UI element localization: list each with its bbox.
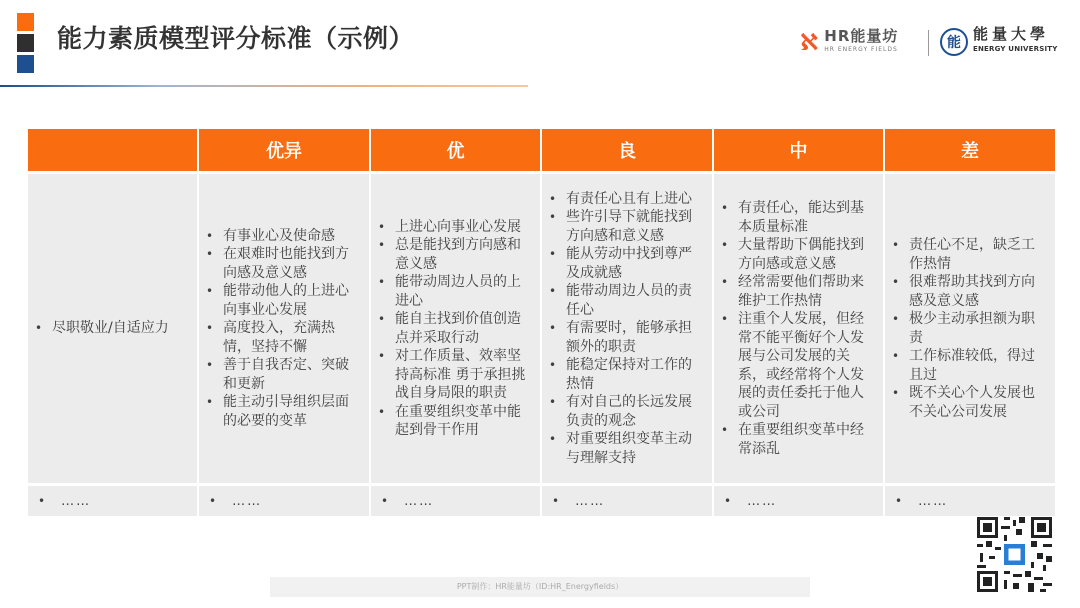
ellipsis-text: …… [404,493,435,509]
list-item: • 既不关心个人发展也不关心公司发展 [909,384,1043,421]
list-item: • 善于自我否定、突破和更新 [223,356,357,393]
list-item: • 能从劳动中找到尊严及成就感 [566,245,700,282]
list-item: • 在艰难时也能找到方向感及意义感 [223,245,357,282]
page-title: 能力素质模型评分标准（示例） [57,24,415,53]
list-item: • 有责任心，能达到基本质量标准 [738,199,871,236]
bullet: • [552,494,560,508]
cell-fine [541,173,713,485]
list-item: • 能带动周边人员的责任心 [566,282,700,319]
bullet: • [895,494,903,508]
list-item: • 工作标准较低，得过且过 [909,347,1043,384]
list-item: • 些许引导下就能找到方向感和意义感 [566,208,700,245]
university-seal-icon: 能 [940,28,968,56]
table-row [27,173,1056,485]
list-item: • 能带动周边人员的上进心 [395,273,528,310]
ellipsis-text: …… [575,493,606,509]
list-item: • 能带动他人的上进心向事业心发展 [223,282,357,319]
ellipsis-text: …… [232,493,263,509]
title-underline [0,85,528,87]
list-item: • 能主动引导组织层面的必要的变革 [223,393,357,430]
header-excellent: 优异 [198,129,370,173]
bullet: • [38,494,46,508]
ellipsis-text: …… [747,493,778,509]
list-item: • 能自主找到价值创造点并采取行动 [395,310,528,347]
bullet: • [381,494,389,508]
qr-code-icon [977,517,1052,592]
list-item: • 注重个人发展，但经常不能平衡好个人发展与公司发展的关系，或经常将个人发展的责任委托于他人或公司 [738,310,871,421]
header-good: 优 [370,129,541,173]
table-row-ellipsis [27,485,1056,517]
list-item: • 在重要组织变革中能起到骨干作用 [395,403,528,440]
list-item: • 高度投入，充满热情，坚持不懈 [223,319,357,356]
bar-blue [17,55,34,73]
ellipsis-text: …… [918,493,949,509]
list-item: • 尽职敬业/自适应力 [52,319,185,338]
list-item: • 经常需要他们帮助来维护工作热情 [738,273,871,310]
logo-divider [928,30,929,56]
cell-excellent [198,173,370,485]
list-item: • 总是能找到方向感和意义感 [395,236,528,273]
list-item: • 责任心不足，缺乏工作热情 [909,236,1043,273]
hr-logo-subtext: HR ENERGY FIELDS [824,46,898,53]
list-item: • 有对自己的长远发展负责的观念 [566,393,700,430]
bar-dark [17,34,34,52]
list-item: • 能稳定保持对工作的热情 [566,356,700,393]
title-color-bars [17,13,34,76]
list-item: • 有事业心及使命感 [223,227,357,246]
header-average: 中 [713,129,884,173]
cell-poor [884,173,1056,485]
row-label-cell [27,173,198,485]
list-item: • 上进心向事业心发展 [395,218,528,237]
scoring-table [26,129,1057,516]
list-item: • 很难帮助其找到方向感及意义感 [909,273,1043,310]
bar-orange [17,13,34,31]
hr-logo-mark-icon: ℵ [800,30,819,56]
list-item: • 对工作质量、效率坚持高标准 勇于承担挑战自身局限的职责 [395,347,528,403]
university-name-cn: 能量大學 [973,25,1050,43]
hr-logo-text: HR能量坊 [824,27,899,45]
university-name-en: ENERGY UNIVERSITY [973,45,1058,53]
cell-good [370,173,541,485]
energy-university-logo [940,27,1058,57]
hr-energy-logo [800,29,898,57]
list-item: • 极少主动承担额为职责 [909,310,1043,347]
ellipsis-text: …… [61,493,92,509]
header-poor: 差 [884,129,1056,173]
bullet: • [724,494,732,508]
list-item: • 大量帮助下偶能找到方向感或意义感 [738,236,871,273]
table-header-row [27,129,1056,173]
credit-footer: PPT制作：HR能量坊（ID:HR_Energyfields） [270,577,810,597]
cell-average [713,173,884,485]
list-item: • 有责任心且有上进心 [566,190,700,209]
list-item: • 有需要时，能够承担额外的职责 [566,319,700,356]
list-item: • 在重要组织变革中经常添乱 [738,421,871,458]
bullet: • [209,494,217,508]
list-item: • 对重要组织变革主动与理解支持 [566,430,700,467]
header-fine: 良 [541,129,713,173]
header-blank [27,129,198,173]
